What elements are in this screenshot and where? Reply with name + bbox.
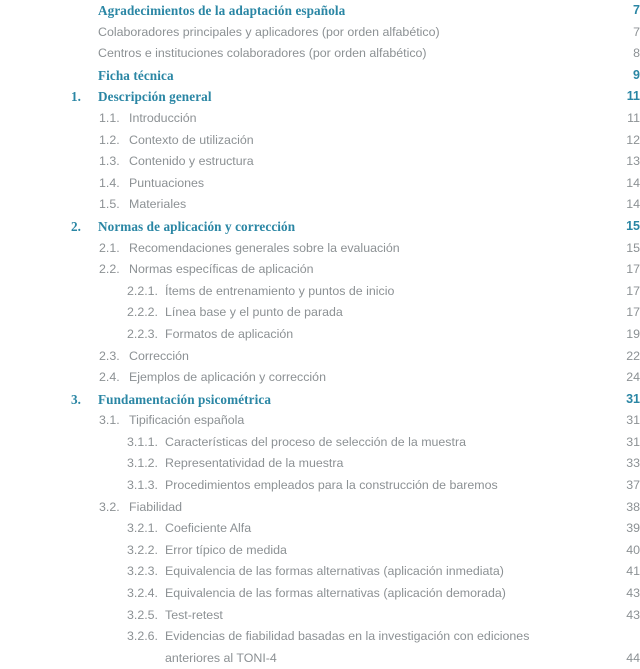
toc-entry-label[interactable]: Procedimientos empleados para la construcción de baremos	[165, 478, 498, 493]
toc-entry-page-number: 19	[626, 326, 640, 341]
toc-entry-page-number: 44	[626, 650, 640, 665]
toc-entry-label[interactable]: Ejemplos de aplicación y corrección	[129, 370, 326, 385]
toc-entry-label[interactable]: Agradecimientos de la adaptación española	[98, 3, 346, 18]
toc-entry-label[interactable]: Puntuaciones	[129, 175, 205, 190]
toc-entry-label[interactable]: Normas de aplicación y corrección	[98, 218, 296, 234]
toc-entry-page-number: 31	[626, 413, 640, 428]
toc-entry-label[interactable]: Normas específicas de aplicación	[129, 262, 314, 277]
toc-entry[interactable]	[0, 389, 640, 411]
toc-entry-label[interactable]: Descripción general	[98, 89, 212, 105]
toc-entry[interactable]	[0, 324, 640, 346]
toc-entry-page-number: 31	[626, 391, 640, 406]
toc-entry-page-number: 17	[626, 283, 640, 298]
toc-entry[interactable]	[0, 130, 640, 152]
toc-entry-number: 1.4.	[99, 175, 120, 190]
toc-entry-label[interactable]: Contenido y estructura	[129, 154, 254, 169]
toc-entry-page-number: 40	[626, 542, 640, 557]
toc-entry-page-number: 37	[626, 478, 640, 493]
toc-entry-number: 3.	[71, 391, 81, 407]
toc-entry-label[interactable]: Ítems de entrenamiento y puntos de inicio	[165, 283, 395, 298]
toc-entry[interactable]	[0, 108, 640, 130]
toc-entry[interactable]	[0, 346, 640, 368]
toc-entry[interactable]	[0, 0, 640, 22]
toc-entry-number: 1.3.	[99, 154, 120, 169]
toc-entry-number: 3.1.2.	[127, 456, 159, 471]
toc-entry-label[interactable]: Recomendaciones generales sobre la evaluación	[129, 240, 400, 255]
toc-entry-page-number: 14	[626, 197, 640, 212]
toc-entry-page-number: 38	[626, 499, 640, 514]
toc-entry-page-number: 43	[626, 607, 640, 622]
toc-entry-label[interactable]: Formatos de aplicación	[165, 326, 294, 341]
toc-entry-number: 1.5.	[99, 197, 120, 212]
toc-entry-label[interactable]: Colaboradores principales y aplicadores (por orden alfabético)	[98, 24, 440, 39]
toc-entry-page-number: 11	[626, 89, 640, 104]
toc-entry[interactable]	[0, 497, 640, 519]
toc-entry-page-number: 33	[626, 456, 640, 471]
toc-entry[interactable]	[0, 151, 640, 173]
toc-entry-page-number: 24	[626, 370, 640, 385]
toc-entry-label[interactable]: Centros e instituciones colaboradores (por orden alfabético)	[98, 46, 427, 61]
toc-entry-page-number: 14	[626, 175, 640, 190]
toc-entry[interactable]	[0, 259, 640, 281]
toc-entry[interactable]	[0, 605, 640, 627]
toc-entry-label[interactable]: Tipificación española	[129, 413, 245, 428]
toc-entry-label[interactable]: Introducción	[129, 110, 197, 125]
toc-entry-page-number: 17	[626, 262, 640, 277]
toc-entry-label[interactable]: Ficha técnica	[98, 67, 174, 83]
toc-entry[interactable]	[0, 86, 640, 108]
toc-entry[interactable]	[0, 432, 640, 454]
toc-entry-number: 2.2.2.	[127, 305, 159, 320]
toc-entry-label[interactable]: Test-retest	[165, 607, 223, 622]
toc-entry[interactable]	[0, 540, 640, 562]
toc-entry-number: 3.2.6.	[127, 629, 159, 644]
toc-entry-label[interactable]: Fiabilidad	[129, 499, 183, 514]
toc-entry[interactable]	[0, 281, 640, 303]
toc-entry-number: 3.2.4.	[127, 586, 159, 601]
toc-entry[interactable]	[0, 410, 640, 432]
toc-entry-page-number: 41	[626, 564, 640, 579]
toc-entry-label[interactable]: Contexto de utilización	[129, 132, 254, 147]
toc-entry-page-number: 13	[626, 154, 640, 169]
toc-entry-label[interactable]: Materiales	[129, 197, 187, 212]
toc-entry-number: 3.2.	[99, 499, 120, 514]
toc-entry[interactable]	[0, 194, 640, 216]
toc-entry-number: 2.2.1.	[127, 283, 159, 298]
toc-entry[interactable]	[0, 216, 640, 238]
toc-entry[interactable]	[0, 43, 640, 65]
toc-entry-page-number: 9	[633, 67, 640, 82]
toc-entry-number: 2.1.	[99, 240, 120, 255]
toc-entry-label[interactable]: Línea base y el punto de parada	[165, 305, 343, 320]
toc-entry-page-number: 15	[626, 218, 640, 233]
toc-entry-page-number: 22	[626, 348, 640, 363]
toc-entry-number: 2.2.3.	[127, 326, 159, 341]
toc-entry-number: 3.1.1.	[127, 434, 159, 449]
toc-entry-page-number: 12	[626, 132, 640, 147]
toc-entry-label[interactable]: Error típico de medida	[165, 542, 287, 557]
toc-entry-number: 1.1.	[99, 110, 120, 125]
toc-entry[interactable]	[0, 367, 640, 389]
toc-entry[interactable]	[0, 518, 640, 540]
toc-entry-page-number: 11	[627, 110, 640, 125]
toc-entry-page-number: 43	[626, 586, 640, 601]
toc-entry[interactable]	[0, 22, 640, 44]
toc-entry-page-number: 31	[626, 434, 640, 449]
toc-entry-number: 3.1.3.	[127, 478, 159, 493]
toc-entry-number: 2.4.	[99, 370, 120, 385]
toc-entry-label[interactable]: Fundamentación psicométrica	[98, 391, 272, 407]
toc-entry[interactable]	[0, 583, 640, 605]
toc-entry[interactable]	[0, 626, 640, 669]
toc-entry[interactable]	[0, 453, 640, 475]
toc-entry-number: 3.2.3.	[127, 564, 159, 579]
toc-entry-number: 3.1.	[99, 413, 120, 428]
toc-entry-number: 3.2.1.	[127, 521, 159, 536]
toc-entry[interactable]	[0, 302, 640, 324]
toc-entry-label[interactable]: Coeficiente Alfa	[165, 521, 252, 536]
toc-entry-page-number: 39	[626, 521, 640, 536]
toc-entry-number: 2.3.	[99, 348, 120, 363]
toc-entry-page-number: 8	[633, 46, 640, 61]
toc-entry-number: 2.	[71, 218, 81, 234]
toc-entry-page-number: 7	[633, 24, 640, 39]
toc-entry-page-number: 15	[626, 240, 640, 255]
toc-entry-label[interactable]: Equivalencia de las formas alternativas (aplicación inmediata)	[165, 564, 504, 579]
toc-entry[interactable]	[0, 173, 640, 195]
toc-entry-label[interactable]: Características del proceso de selección de la muestra	[165, 434, 466, 449]
toc-entry[interactable]	[0, 475, 640, 497]
toc-entry[interactable]	[0, 238, 640, 260]
toc-entry-page-number: 7	[633, 3, 640, 17]
toc-entry-label[interactable]: Corrección	[129, 348, 189, 363]
toc-entry-number: 1.	[71, 89, 81, 105]
toc-entry-label[interactable]: Representatividad de la muestra	[165, 456, 344, 471]
toc-entry-number: 3.2.2.	[127, 542, 159, 557]
toc-entry-number: 3.2.5.	[127, 607, 159, 622]
toc-entry-page-number: 17	[626, 305, 640, 320]
toc-entry-label[interactable]: Evidencias de fiabilidad basadas en la investigación con ediciones anteriores al TONI-4	[165, 629, 530, 665]
toc-entry[interactable]	[0, 65, 640, 87]
toc-entry[interactable]	[0, 561, 640, 583]
toc-entry-number: 1.2.	[99, 132, 120, 147]
toc-entry-number: 2.2.	[99, 262, 120, 277]
toc-entry-label[interactable]: Equivalencia de las formas alternativas (aplicación demorada)	[165, 586, 506, 601]
